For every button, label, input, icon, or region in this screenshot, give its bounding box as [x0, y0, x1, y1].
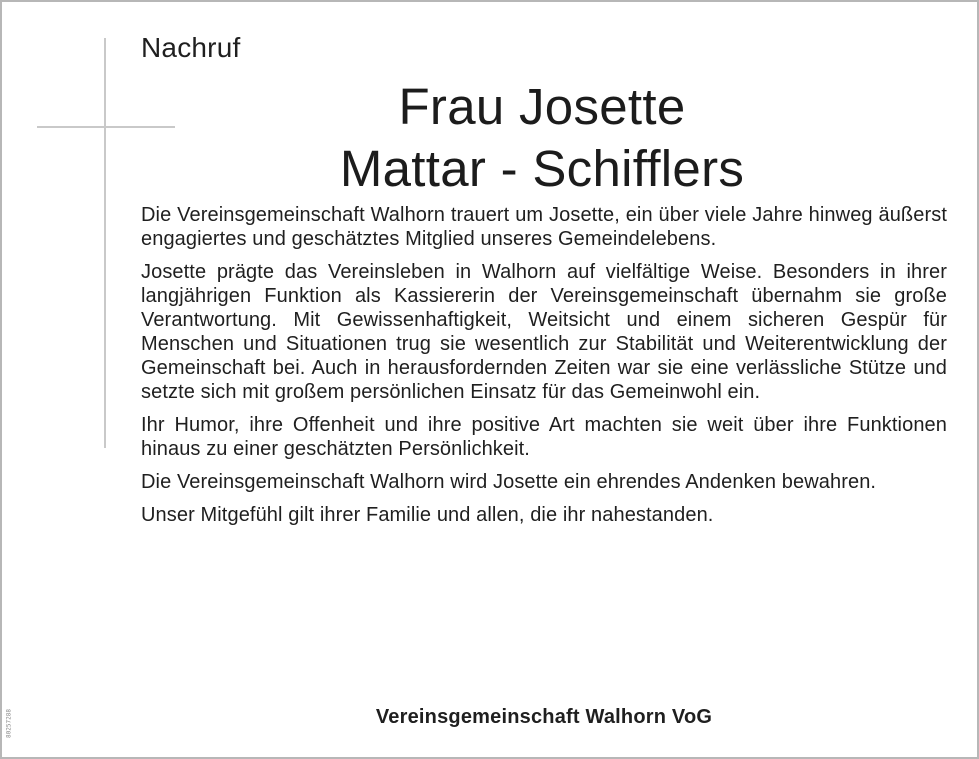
cross-vertical-bar — [104, 38, 106, 448]
notice-body — [141, 203, 947, 536]
deceased-name-line-2: Mattar - Schifflers — [339, 140, 745, 197]
reference-code-text: 80257288 — [5, 709, 13, 738]
paragraph-3: Ihr Humor, ihre Offenheit und ihre positive Art machten sie weit über ihre Funktionen hinaus zu einer geschätzten Persönlichkeit. — [141, 414, 947, 460]
paragraph-5: Unser Mitgefühl gilt ihrer Familie und allen, die ihr nahestanden. — [141, 504, 714, 526]
paragraph-4: Die Vereinsgemeinschaft Walhorn wird Josette ein ehrendes Andenken bewahren. — [141, 471, 877, 493]
paragraph-1: Die Vereinsgemeinschaft Walhorn trauert um Josette, ein über viele Jahre hinweg äußerst engagiertes und geschätztes Mitglied unseres Gemeindelebens. — [141, 204, 947, 250]
deceased-name-line-1: Frau Josette — [398, 78, 686, 135]
deceased-name — [122, 76, 962, 200]
notice-kicker: Nachruf — [141, 32, 241, 63]
paragraph-2: Josette prägte das Vereinsleben in Walhorn auf vielfältige Weise. Besonders in ihrer langjährigen Funktion als Kassiererin der Vereinsgemeinschaft übernahm sie große Verantwortung. Mit Gewissenhaftigkeit, Weitsicht und einem sicheren Gespür für Menschen und Situationen trug sie wesentlich zur Stabilität und Weiterentwicklung der Gemeinschaft bei. Auch in herausfordernden Zeiten war sie eine verlässliche Stütze und setzte sich mit großem persönlichen Einsatz für das Gemeinwohl ein. — [141, 261, 947, 403]
reference-code — [4, 694, 14, 754]
signature: Vereinsgemeinschaft Walhorn VoG — [375, 706, 713, 728]
